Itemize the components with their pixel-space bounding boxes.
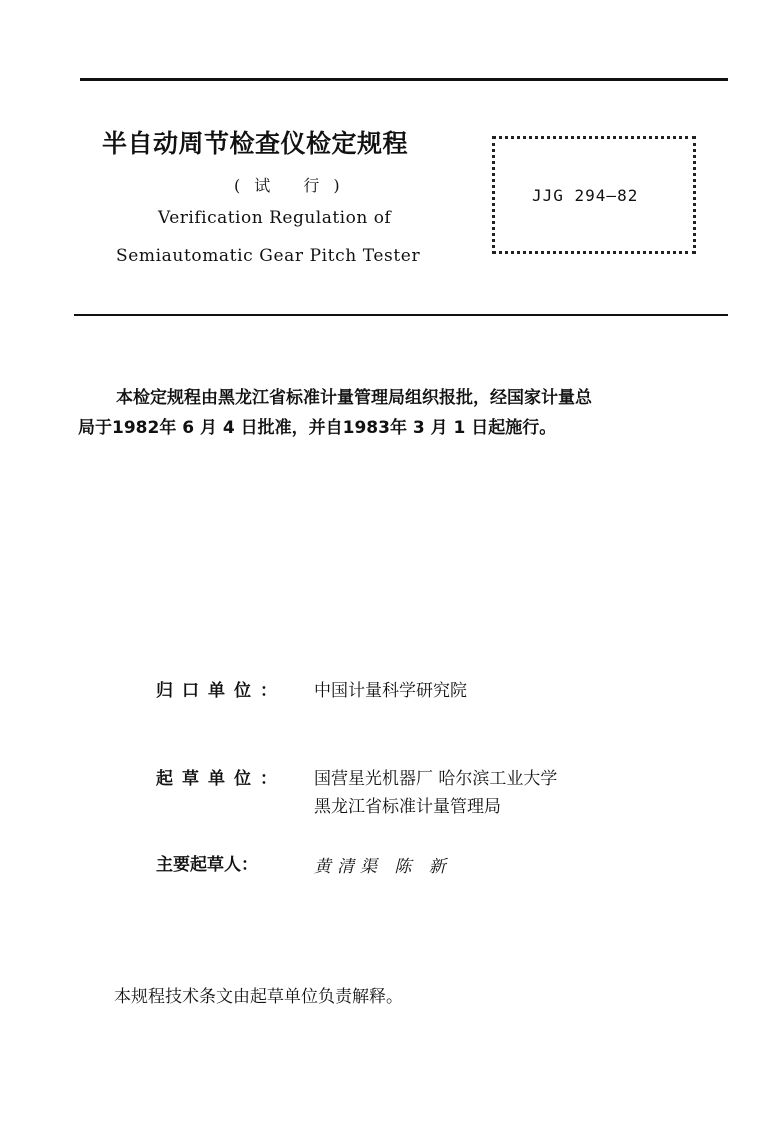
drafting-unit-value-1: 国营星光机器厂 哈尔滨工业大学 [314, 769, 558, 789]
intro-line-2: 局于1982年 6 月 4 日批准，并自1983年 3 月 1 日起施行。 [78, 418, 557, 438]
intro-line-1: 本检定规程由黑龙江省标准计量管理局组织报批，经国家计量总 [116, 388, 592, 408]
drafting-unit-value-2: 黑龙江省标准计量管理局 [314, 797, 501, 817]
interpretation-note: 本规程技术条文由起草单位负责解释。 [114, 987, 403, 1007]
responsible-unit-label: 归口单位： [156, 681, 286, 701]
responsible-unit-value: 中国计量科学研究院 [314, 681, 467, 701]
title-english-line1: Verification Regulation of [158, 208, 392, 228]
intro-paragraph [78, 383, 732, 443]
middle-rule [74, 314, 728, 316]
top-rule [80, 78, 728, 81]
title-trial-note: (试 行) [234, 176, 354, 195]
main-drafters-label: 主要起草人： [156, 855, 258, 875]
main-drafters-value: 黄清渠 陈 新 [314, 857, 452, 877]
title-chinese: 半自动周节检查仪检定规程 [102, 129, 409, 158]
drafting-unit-label: 起草单位： [156, 769, 286, 789]
regulation-code: JJG 294—82 [532, 186, 639, 205]
title-english-line2: Semiautomatic Gear Pitch Tester [116, 246, 421, 266]
